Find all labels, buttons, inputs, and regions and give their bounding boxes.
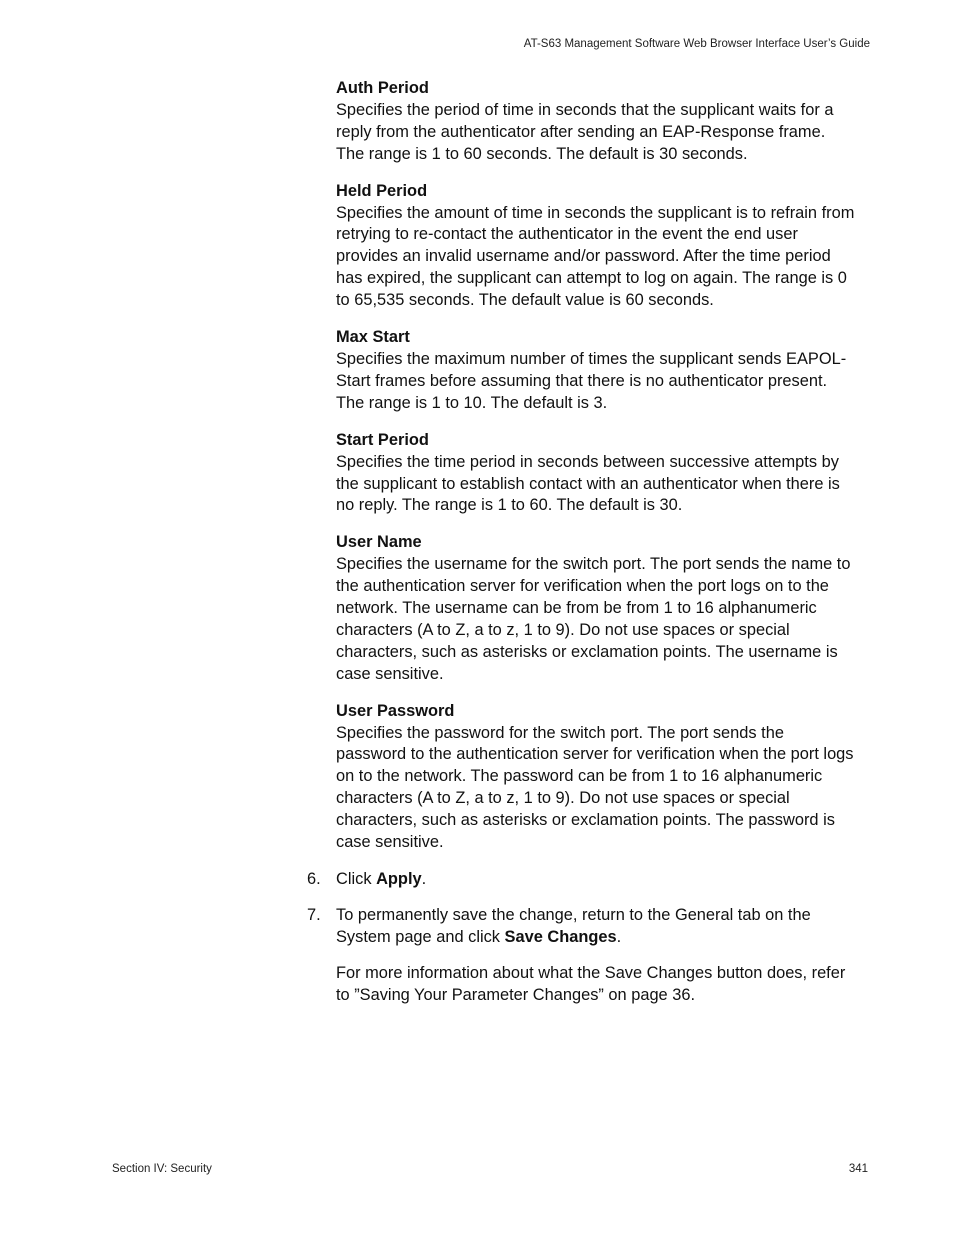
- param-start-period: [336, 430, 856, 518]
- step-text: To permanently save the change, return to the General tab on the System page and click: [336, 905, 811, 946]
- param-description: Specifies the password for the switch port. The port sends the password to the authentication server for verification when the port logs on to the network. The password can be from 1 to 16 alphanumeric characters (A to Z, a to z, 1 to 9). Do not use spaces or special characters, such as asterisks or exclamation points. The password is case sensitive.: [336, 723, 854, 852]
- steps-list: [307, 869, 856, 1007]
- step-6: [307, 869, 856, 891]
- param-title: User Name: [336, 533, 422, 552]
- param-user-password: [336, 701, 856, 854]
- param-title: Auth Period: [336, 79, 429, 97]
- step-number: 6.: [307, 870, 321, 888]
- param-held-period: [336, 181, 856, 312]
- param-description: Specifies the amount of time in seconds the supplicant is to refrain from retrying to re-contact the authenticator in the event the end user provides an invalid username and/or password. After the time period has expired, the supplicant can attempt to log on again. The range is 0 to 65,535 seconds. The default value is 60 seconds.: [336, 203, 855, 310]
- step-note: For more information about what the Save Changes button does, refer to ”Saving Your Parameter Changes” on page 36.: [336, 963, 846, 1004]
- footer-page-number: 341: [848, 1163, 868, 1175]
- step-text-end: .: [616, 927, 622, 946]
- param-title: User Password: [336, 701, 455, 720]
- param-auth-period: [336, 78, 856, 166]
- step-bold-text: Apply: [376, 870, 422, 888]
- param-description: Specifies the time period in seconds between successive attempts by the supplicant to establish contact with an authenticator when there is no reply. The range is 1 to 60. The default is 30.: [336, 452, 840, 515]
- param-user-name: [336, 532, 856, 685]
- step-number: 7.: [307, 905, 321, 924]
- running-header: AT-S63 Management Software Web Browser Interface User’s Guide: [523, 38, 870, 50]
- param-title: Start Period: [336, 430, 429, 449]
- param-description: Specifies the maximum number of times the supplicant sends EAPOL-Start frames before assuming that there is no authenticator present. The range is 1 to 10. The default is 3.: [336, 349, 847, 412]
- step-bold-text: Save Changes: [504, 927, 617, 946]
- page-content: [307, 78, 856, 1021]
- param-max-start: [336, 327, 856, 415]
- step-7: [307, 905, 856, 949]
- param-title: Max Start: [336, 328, 410, 347]
- param-description: Specifies the username for the switch port. The port sends the name to the authentication server for verification when the port logs on to the network. The username can be from be from 1 to 16 alphanumeric characters (A to Z, a to z, 1 to 9). Do not use spaces or special characters, such as asterisks or exclamation points. The username is case sensitive.: [336, 555, 851, 683]
- step-text: Click: [336, 870, 377, 888]
- footer-section: Section IV: Security: [112, 1163, 212, 1175]
- param-description: Specifies the period of time in seconds that the supplicant waits for a reply from the authenticator after sending an EAP-Response frame. The range is 1 to 60 seconds. The default is 30 seconds.: [336, 100, 834, 163]
- step-text-end: .: [421, 870, 427, 888]
- param-title: Held Period: [336, 181, 428, 200]
